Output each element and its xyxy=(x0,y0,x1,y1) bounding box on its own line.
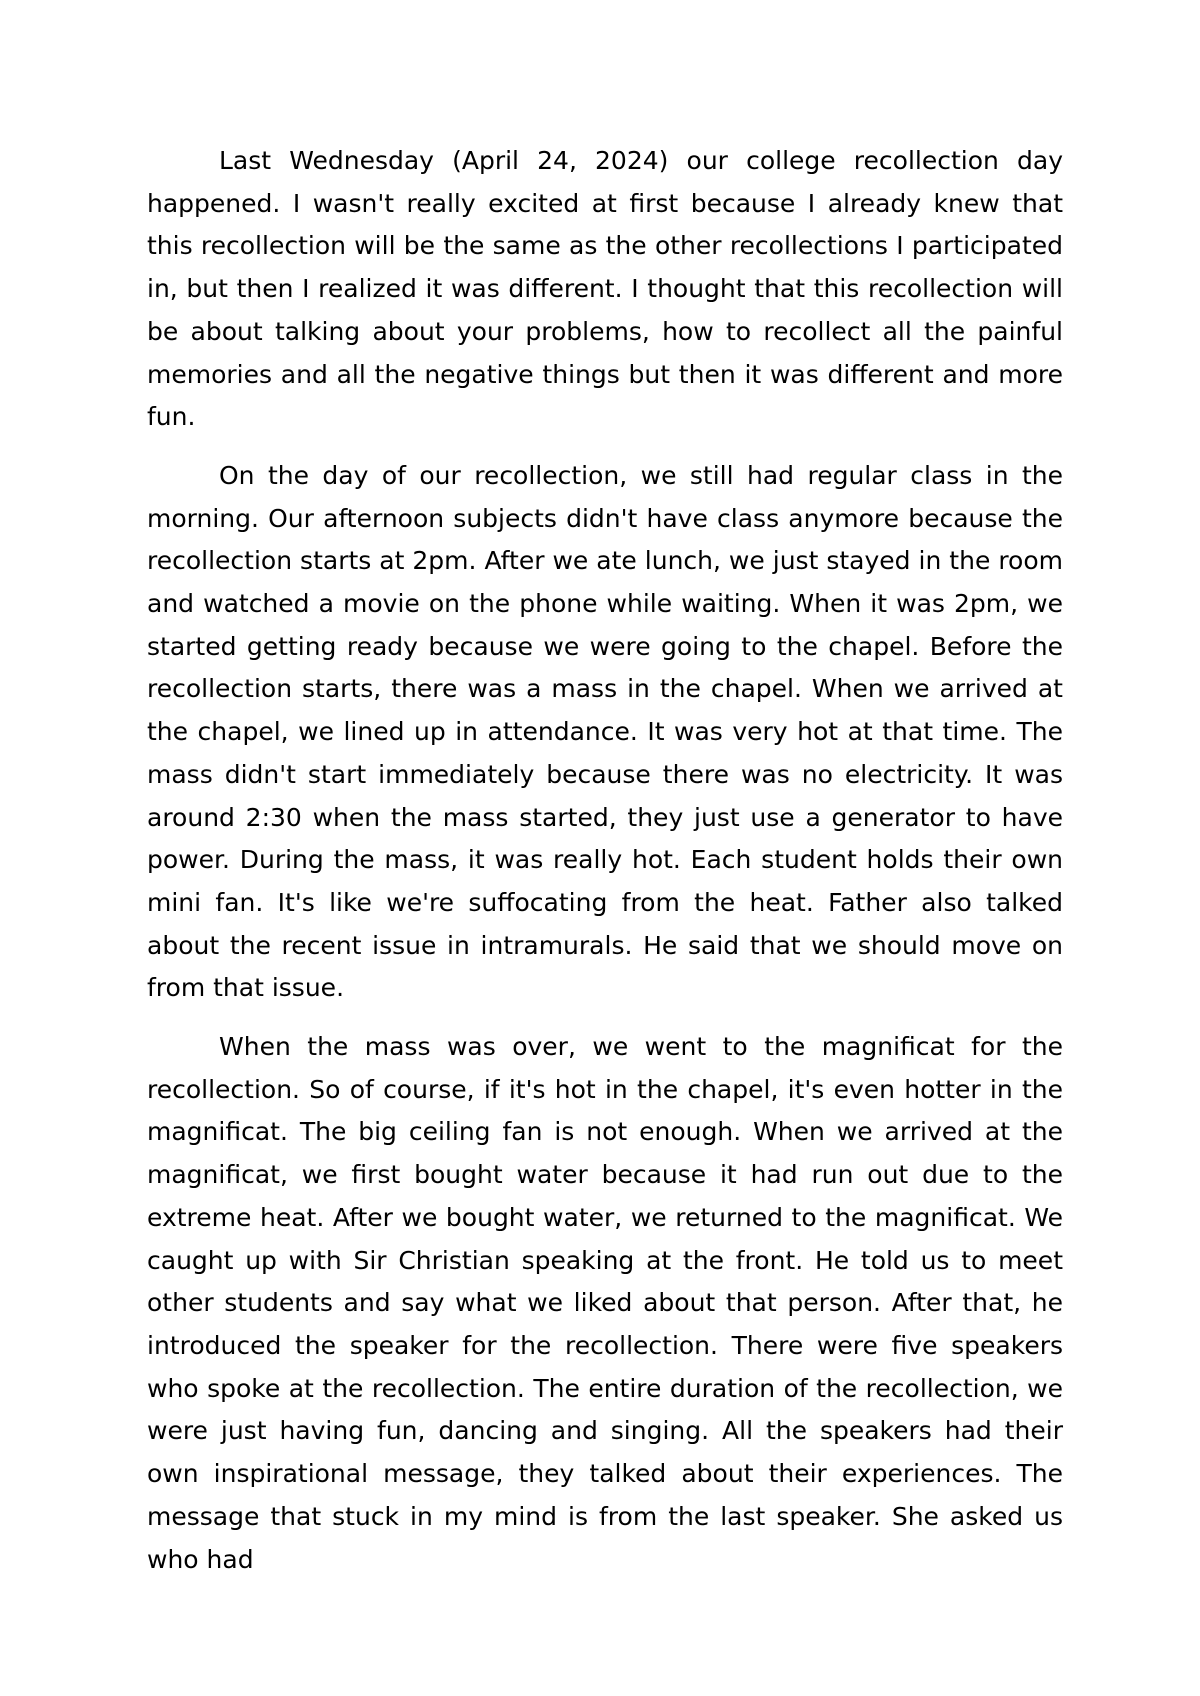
paragraph-1: Last Wednesday (April 24, 2024) our college recollection day happened. I wasn't really excited at first because I already knew that this recollection will be the same as the other recollections I participated in, but then I realized it was different. I thought that this recollection will be about talking about your problems, how to recollect all the painful memories and all the negative things but then it was different and more fun. xyxy=(147,146,1063,432)
document-body xyxy=(147,140,1063,1597)
paragraph-2: On the day of our recollection, we still had regular class in the morning. Our afternoon subjects didn't have class anymore because the recollection starts at 2pm. After we ate lunch, we just stayed in the room and watched a movie on the phone while waiting. When it was 2pm, we started getting ready because we were going to the chapel. Before the recollection starts, there was a mass in the chapel. When we arrived at the chapel, we lined up in attendance. It was very hot at that time. The mass didn't start immediately because there was no electricity. It was around 2:30 when the mass started, they just use a generator to have power. During the mass, it was really hot. Each student holds their own mini fan. It's like we're suffocating from the heat. Father also talked about the recent issue in intramurals. He said that we should move on from that issue. xyxy=(147,460,1063,1003)
paragraph-3: When the mass was over, we went to the magnificat for the recollection. So of course, if it's hot in the chapel, it's even hotter in the magnificat. The big ceiling fan is not enough. When we arrived at the magnificat, we first bought water because it had run out due to the extreme heat. After we bought water, we returned to the magnificat. We caught up with Sir Christian speaking at the front. He told us to meet other students and say what we liked about that person. After that, he introduced the speaker for the recollection. There were five speakers who spoke at the recollection. The entire duration of the recollection, we were just having fun, dancing and singing. All the speakers had their own inspirational message, they talked about their experiences. The message that stuck in my mind is from the last speaker. She asked us who had xyxy=(147,1032,1063,1574)
